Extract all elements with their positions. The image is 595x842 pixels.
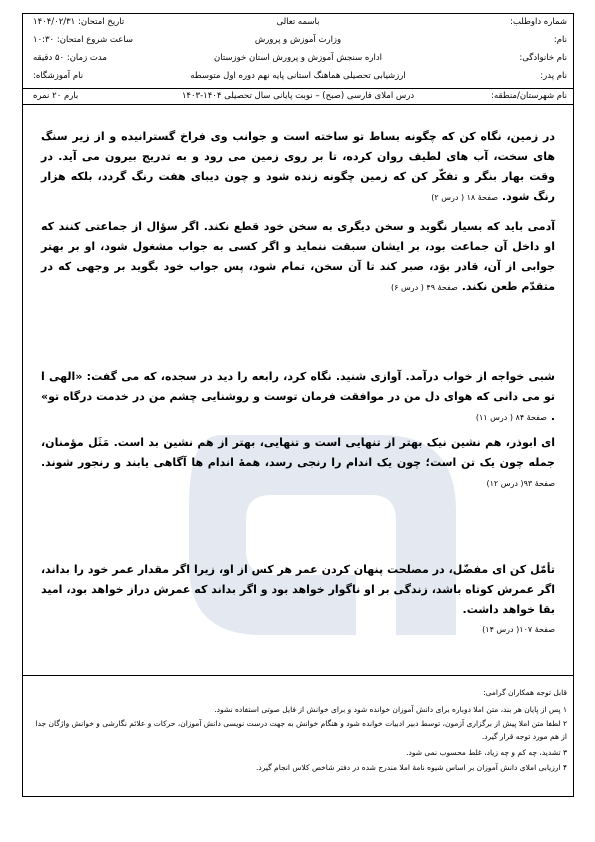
note-item-3: ۳ تشدید، چه کم و چه زیاد، غلط محسوب نمی شود. — [406, 748, 567, 757]
passage-5-text: تأمّل کن ای مفضّل، در مصلحت پنهان کردن عمر هر کس از او، زیرا اگر مقدار عمر خود را بداند، اگر عمرش کوتاه باشد، زندگی بر او ناگوار خواهد بود و اگر بداند که عمرش دراز خواهد بود، امید بقا خواهد داشت. — [41, 563, 555, 616]
note-item-1: ۱ پس از پایان هر بند، متن املا دوباره برای دانش آموزان خوانده شود و برای خوانش از فایل صوتی استفاده نشود. — [214, 705, 567, 714]
father-name-label: نام پدر: — [540, 71, 567, 81]
header-row-4 — [23, 68, 573, 86]
header-row-5 — [23, 88, 573, 106]
passage-2-text: آدمی باید که بسیار نگوید و سخن دیگری به سخن خود قطع نکند. اگر سؤال از جماعتی کنند که او داخل آن جماعت بود، بر ایشان سبقت ننماید و اگر کسی به جواب مشغول شود، او بر بهتر جوابی از آن، قادر بوَد، صبر کند تا آن سخن، تمام شود، پس جواب خود بگوید بر وجهی که در متقدّم طعن نکند. — [41, 220, 555, 293]
dictation-body — [22, 105, 574, 676]
header-row-2 — [23, 32, 573, 50]
course-title: درس املای فارسی (صبح) – نوبت پایانی سال تحصیلی ۱۴۰۴-۱۴۰۳ — [181, 91, 415, 101]
exam-duration: مدت زمان: ۵۰ دقیقه — [33, 53, 107, 63]
passage-1 — [41, 127, 555, 208]
passage-1-ref: صفحهٔ ۱۸ ( درس ۲) — [431, 193, 499, 202]
teacher-notes — [22, 676, 574, 797]
passage-4 — [41, 433, 555, 494]
passage-4-ref: صفحهٔ ۹۳( درس ۱۲) — [486, 479, 555, 488]
exam-header — [22, 13, 574, 105]
exam-date: تاریخ امتحان: ۱۴۰۴/۰۲/۳۱ — [33, 17, 125, 27]
header-row-1 — [23, 14, 573, 32]
exam-description: ارزشیابی تحصیلی هماهنگ استانی پایه نهم دوره اول متوسطه — [190, 71, 406, 81]
passage-2 — [41, 217, 555, 298]
passage-3-ref: صفحهٔ ۸۴ ( درس ۱۱) — [475, 413, 547, 422]
total-score: بارم ۲۰ نمره — [33, 91, 79, 101]
note-item-4: ۴ ارزیابی املای دانش آموزان بر اساس شیوه نامهٔ املا مندرج شده در دفتر شاخص کلاس انجام گیرد. — [255, 763, 567, 772]
candidate-number-label: شماره داوطلب: — [510, 17, 567, 27]
exam-start-time: ساعت شروع امتحان: ۱۰:۳۰ — [33, 35, 134, 45]
passage-2-ref: صفحهٔ ۴۹ ( درس ۶) — [391, 283, 458, 292]
school-name-label: نام آموزشگاه: — [33, 71, 84, 81]
basmala-title: باسمه تعالی — [276, 17, 320, 27]
passage-5-ref: صفحهٔ ۱۰۷( درس ۱۴) — [482, 625, 555, 634]
passage-1-text: در زمین، نگاه کن که چگونه بساط تو ساخته است و جوانب وی فراخ گسترانیده و از زیر سنگ های سخت، آب های لطیف روان کرده، تا بر روی زمین می رود و به تدریج بیرون می آید. در وقت بهار بنگر و تفکّر کن که زمین چگونه زنده شود و چون دیبای هفت رنگ گردد، بلکه هزار رنگ شود. — [41, 130, 555, 203]
ministry-name: وزارت آموزش و پرورش — [254, 35, 342, 45]
note-item-2: ۲ لطفا متن املا پیش از برگزاری آزمون، توسط دبیر ادبیات خوانده شود و هنگام خوانش به جهت درست نویسی دانش آموزان، حرکات و علائم نگارشی و خوانش واژگان جدا از هم مورد توجه قرار گیرد. — [35, 719, 567, 741]
first-name-label: نام: — [553, 35, 567, 45]
passage-3-text: شبی خواجه از خواب درآمد. آوازی شنید. نگاه کرد، رابعه را دید در سجده، که می گفت: «الهی ا تو می دانی که هوای دل من در موافقت فرمان توست و روشنایی چشم من در خدمت درگاه تو» . — [41, 370, 555, 423]
last-name-label: نام خانوادگی: — [519, 53, 567, 63]
city-region-label: نام شهرستان/منطقه: — [491, 91, 567, 101]
header-row-3 — [23, 50, 573, 68]
passage-4-text: ای ابوذر، هم نشین نیک بهتر از تنهایی است و تنهایی، بهتر از هم نشین بد است. مَثَل مؤمنان، جمله چون یک تن است؛ چون یک اندام را رنجی رسد، همهٔ اندام ها آگاهی یابند و رنجور شوند. — [41, 436, 555, 469]
passage-5 — [41, 560, 555, 640]
passage-3 — [41, 367, 555, 428]
department-name: اداره سنجش آموزش و پرورش استان خوزستان — [214, 53, 382, 63]
notes-title: قابل توجه همکاران گرامی: — [483, 688, 567, 697]
